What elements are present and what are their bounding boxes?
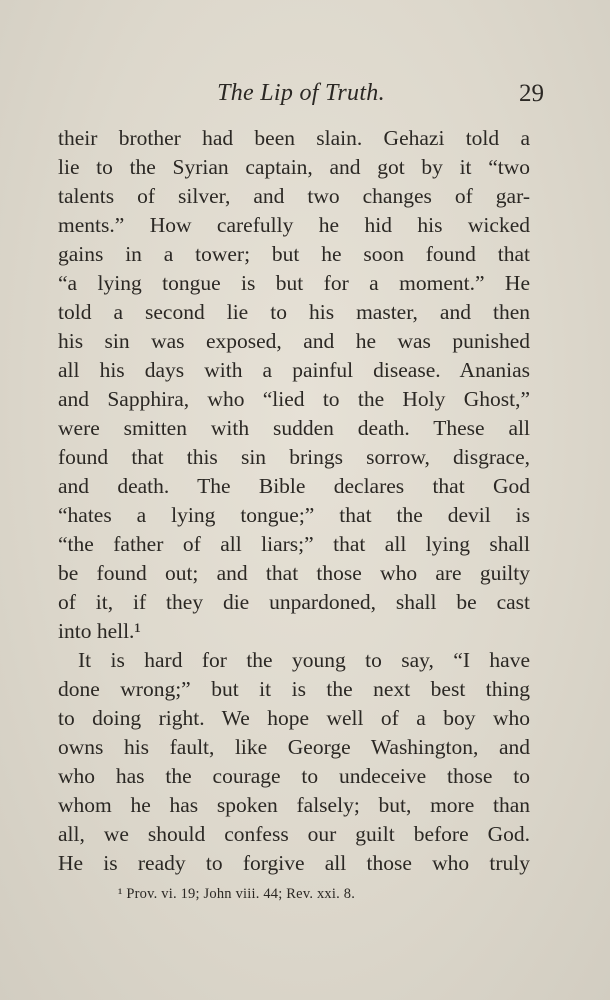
- text-line: were smitten with sudden death. These all: [58, 416, 530, 440]
- text-line: his sin was exposed, and he was punished: [58, 329, 530, 353]
- text-line: owns his fault, like George Washington, and: [58, 735, 530, 759]
- text-line: be found out; and that those who are guilty: [58, 561, 530, 585]
- text-line: “the father of all liars;” that all lying shall: [58, 532, 530, 556]
- page-header: [58, 80, 544, 114]
- text-line: found that this sin brings sorrow, disgrace,: [58, 445, 530, 469]
- footnote: ¹ Prov. vi. 19; John viii. 44; Rev. xxi. 8.: [118, 886, 356, 902]
- running-title: The Lip of Truth.: [217, 80, 385, 106]
- text-line: He is ready to forgive all those who truly: [58, 851, 530, 875]
- text-line: and Sapphira, who “lied to the Holy Ghost,”: [58, 387, 530, 411]
- text-line: and death. The Bible declares that God: [58, 474, 530, 498]
- text-line: told a second lie to his master, and then: [58, 300, 530, 324]
- text-line: done wrong;” but it is the next best thing: [58, 677, 530, 701]
- text-line: who has the courage to undeceive those to: [58, 764, 530, 788]
- text-line: of it, if they die unpardoned, shall be cast: [58, 590, 530, 614]
- text-line: lie to the Syrian captain, and got by it “two: [58, 155, 530, 179]
- text-line: talents of silver, and two changes of gar-: [58, 184, 530, 208]
- page-number: 29: [519, 80, 544, 107]
- text-line: ments.” How carefully he hid his wicked: [58, 213, 530, 237]
- text-line: “hates a lying tongue;” that the devil is: [58, 503, 530, 527]
- text-line: It is hard for the young to say, “I have: [78, 648, 530, 672]
- text-line: all, we should confess our guilt before God.: [58, 822, 530, 846]
- text-line: their brother had been slain. Gehazi told a: [58, 126, 530, 150]
- text-line: to doing right. We hope well of a boy who: [58, 706, 530, 730]
- text-line: gains in a tower; but he soon found that: [58, 242, 530, 266]
- text-line: whom he has spoken falsely; but, more than: [58, 793, 530, 817]
- text-line: all his days with a painful disease. Ananias: [58, 358, 530, 382]
- text-line: into hell.¹: [58, 619, 141, 643]
- body-text: [58, 124, 530, 878]
- text-line: “a lying tongue is but for a moment.” He: [58, 271, 530, 295]
